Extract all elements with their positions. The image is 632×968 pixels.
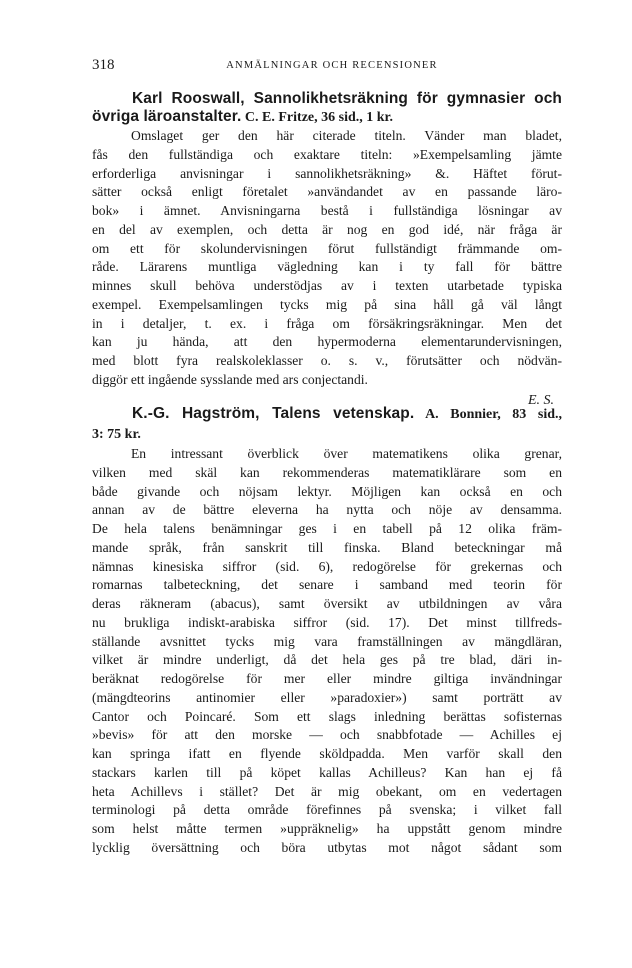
text-line: diggör ett ingående sysslande med ars conjectandi.: [92, 371, 368, 387]
text-line: bok» i ämnet. Anvisningarna bestå i fullständiga lösningar av: [92, 203, 562, 218]
text-line: (mängdteorins antinomier eller »paradoxier») samt porträtt av: [92, 689, 562, 705]
review-title-bold: övriga läroanstalter.: [92, 108, 242, 125]
review-heading: [92, 90, 562, 127]
text-line: sätter också enligt företalet »användandet av en passande läro-: [92, 184, 562, 200]
text-line: en del av exemplen, och detta är nog en god idé, när fråga är: [92, 221, 562, 237]
running-title: ANMÄLNINGAR OCH RECENSIONER: [226, 60, 438, 71]
text-line: fås den fullständiga och exaktare titeln: »Exempelsamling jämte: [92, 146, 562, 162]
review-rooswall: [92, 90, 562, 410]
text-line: råde. Lärarens muntliga vägledning kan i ty fall för bättre: [92, 259, 562, 275]
text-line: lycklig översättning och böra utbytas mot något sådant som: [92, 839, 562, 855]
review-title-bold: K.-G. Hagström, Talens vetenskap.: [132, 405, 415, 422]
review-body: [92, 127, 562, 390]
text-line: terminologi på detta område förefinnes på svenska; i vilket fall: [92, 802, 562, 818]
text-line: ställande avsnittet tycks mig vara framställningen av mängdläran,: [92, 633, 562, 649]
review-body: [92, 445, 562, 858]
review-heading: [92, 404, 562, 445]
text-line: romarnas talbeteckning, det senare i samband med teorin för: [92, 577, 562, 593]
text-line: kan springa ifatt en flyende sköldpadda. Men varför skall den: [92, 746, 562, 761]
text-line: stackars karlen till på köpet kallas Achilleus? Kan han ej få: [92, 764, 562, 780]
price-info: 3: 75 kr.: [92, 427, 141, 442]
text-line: både givande och nöjsam lektyr. Möjligen kan också en och: [92, 483, 562, 499]
text-line: minnes skull behöva understödjas av i texten utarbetade typiska: [92, 278, 562, 293]
text-line: exempel. Exempelsamlingen tycks mig på sina håll gå väl långt: [92, 296, 562, 312]
text-line: En intressant överblick över matematikens olika grenar,: [131, 446, 562, 461]
text-line: mande språk, från sanskrit till finska. Bland beteckningar må: [92, 539, 562, 555]
text-line: Cantor och Poincaré. Som ett slags inledning berättas sofisternas: [92, 708, 562, 724]
text-line: som helst måtte termen »uppräknelig» ha uppstått genom mindre: [92, 821, 562, 836]
review-signature: E. S.: [527, 392, 554, 408]
publisher-info: C. E. Fritze, 36 sid., 1 kr.: [241, 110, 393, 125]
text-line: nämnas kinesiska siffror (sid. 6), redogörelse för grekernas och: [92, 558, 562, 574]
review-title-line: [92, 404, 562, 425]
text-line: deras räkneram (abacus), samt översikt av utbildningen av våra: [92, 596, 562, 611]
review-title-line: [92, 108, 562, 127]
text-line: om ett för skolundervisningen förut fullständigt främmande om-: [92, 240, 562, 256]
text-line: vilken med skäl kan rekommenderas matematiklärare som en: [92, 464, 562, 480]
text-line: erforderliga anvisningar i sannolikhetsräkning» &. Häftet förut-: [92, 165, 562, 181]
page-header: [92, 57, 572, 77]
text-line: heta Achillevs i stället? Det är mig obekant, om en vedertagen: [92, 783, 562, 799]
text-line: vilket är mindre underligt, då det hela ges på tre blad, däri in-: [92, 652, 562, 668]
text-line: »bevis» för att den morske — och snabbfotade — Achilles ej: [92, 727, 562, 743]
text-line: med blott fyra realskoleklasser o. s. v., förutsätter och nödvän-: [92, 353, 562, 368]
text-line: beräknat redogörelse för mer eller mindre giltiga invändningar: [92, 671, 562, 686]
text-line: annan av de bättre eleverna ha nytta och nöje av densamma.: [92, 502, 562, 518]
publisher-info: A. Bonnier, 83 sid.,: [414, 407, 563, 422]
page-number: 318: [92, 57, 115, 73]
text-line: De hela talens benämningar ges i en tabell på 12 olika främ-: [92, 521, 562, 536]
text-line: nu brukliga indiskt-arabiska siffror (sid. 17). Det minst tillfreds-: [92, 614, 562, 630]
review-hagstrom: [92, 404, 562, 858]
review-title-line: Karl Rooswall, Sannolikhetsräkning för gymnasier och: [132, 90, 562, 107]
text-line: in i detaljer, t. ex. i fråga om försäkringsräkningar. Men det: [92, 315, 562, 331]
text-line: kan ju hända, att den hypermoderna elementarundervisningen,: [92, 334, 562, 350]
text-line: Omslaget ger den här citerade titeln. Vänder man bladet,: [131, 128, 562, 143]
